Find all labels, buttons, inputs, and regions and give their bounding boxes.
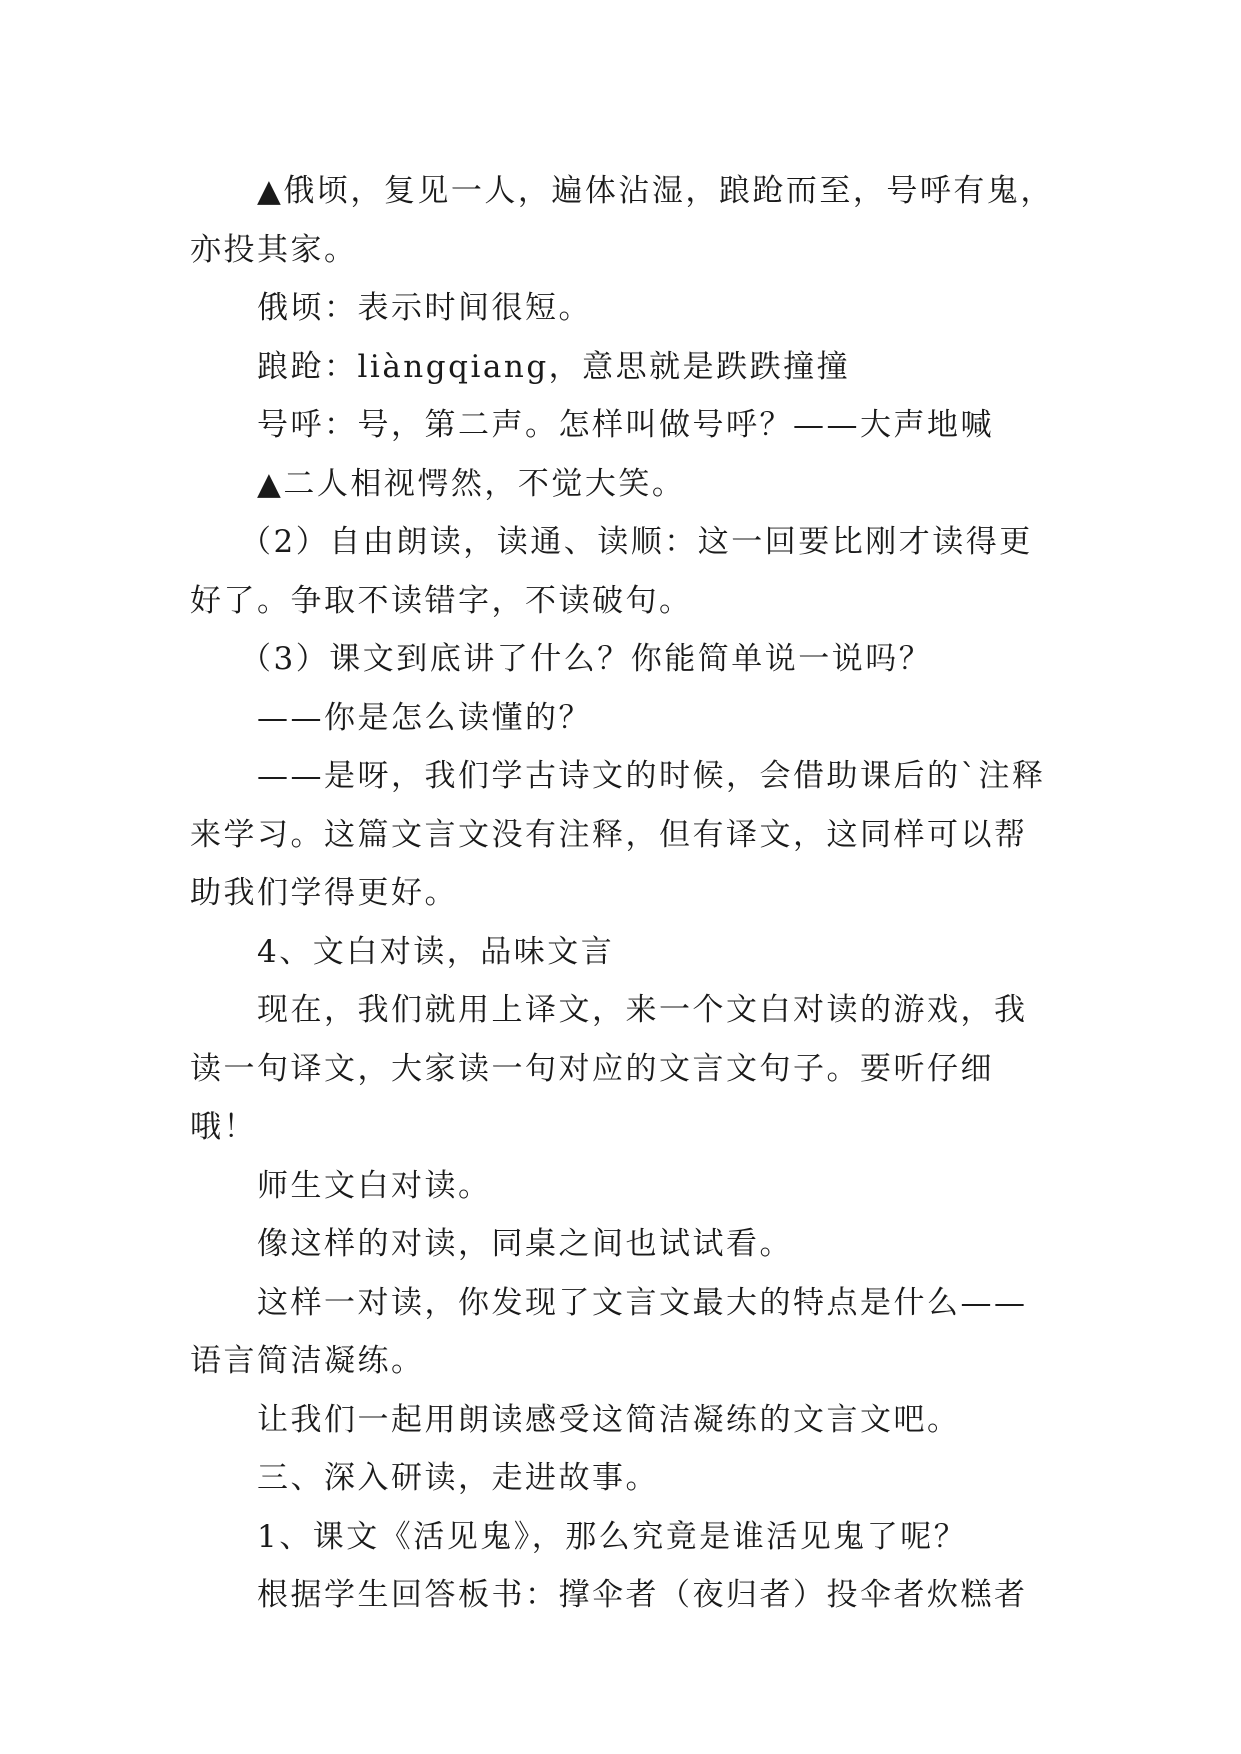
paragraph-6: （2）自由朗读，读通、读顺：这一回要比刚才读得更好了。争取不读错字，不读破句。 [190,524,1033,619]
paragraph-13: 像这样的对读，同桌之间也试试看。 [257,1226,793,1262]
paragraph-12: 师生文白对读。 [257,1167,492,1204]
paragraph-15: 让我们一起用朗读感受这简洁凝练的文言文吧。 [257,1401,961,1438]
paragraph-2: 俄顷：表示时间很短。 [257,290,592,326]
paragraph-11: 现在，我们就用上译文，来一个文白对读的游戏，我读一句译文，大家读一句对应的文言文句子。要听仔细哦！ [190,992,1028,1145]
paragraph-9: ——是呀，我们学古诗文的时候，会借助课后的`注释来学习。这篇文言文没有注释，但有译文，这同样可以帮助我们学得更好。 [190,758,1046,911]
paragraph-17: 1、课文《活见鬼》，那么究竟是谁活见鬼了呢？ [257,1518,968,1555]
paragraph-4: 号呼：号，第二声。怎样叫做号呼？——大声地喊 [257,407,994,443]
document-body [190,162,1060,1625]
paragraph-1: ▲俄顷，复见一人，遍体沾湿，踉跄而至，号呼有鬼，亦投其家。 [190,173,1054,268]
paragraph-10: 4、文白对读，品味文言 [257,933,615,970]
paragraph-3: 踉跄：liàngqiang，意思就是跌跌撞撞 [257,348,851,385]
paragraph-5: ▲二人相视愕然，不觉大笑。 [257,465,686,502]
paragraph-14: 这样一对读，你发现了文言文最大的特点是什么——语言简洁凝练。 [190,1284,1028,1379]
paragraph-18: 根据学生回答板书：撑伞者（夜归者）投伞者炊糕者 [257,1577,1028,1613]
paragraph-16: 三、深入研读，走进故事。 [257,1460,659,1496]
paragraph-8: ——你是怎么读懂的？ [257,699,592,736]
paragraph-7: （3）课文到底讲了什么？你能简单说一说吗？ [240,641,933,677]
